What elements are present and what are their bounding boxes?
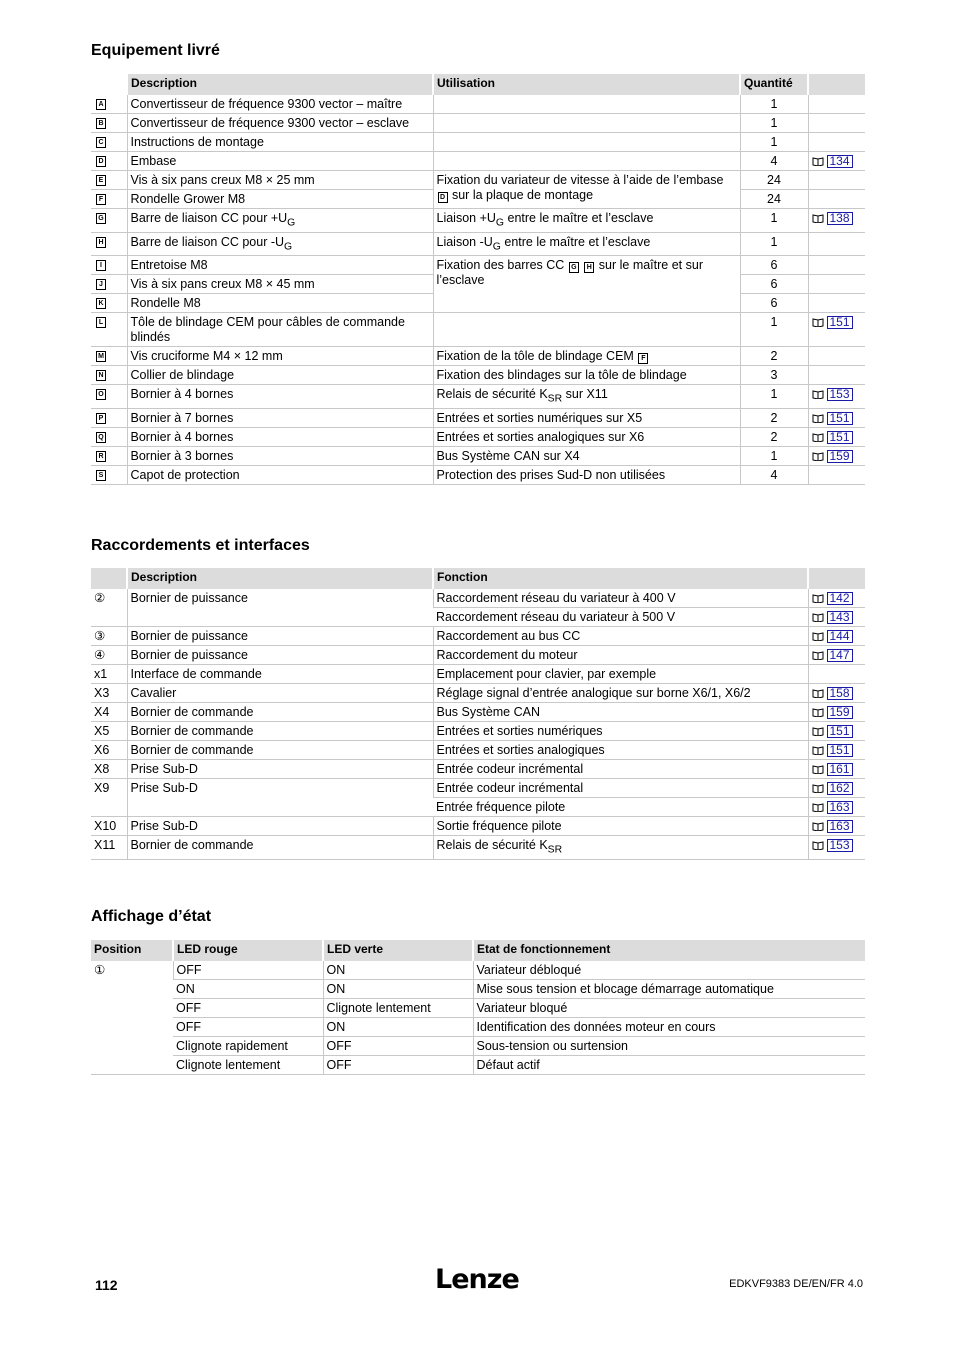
book-icon: [812, 746, 824, 755]
item-description: Embase: [127, 152, 433, 171]
page-reference-link[interactable]: 159: [827, 450, 853, 463]
book-icon: [812, 841, 824, 850]
page-reference-link[interactable]: 158: [827, 687, 853, 700]
operating-state: Sous-tension ou surtension: [473, 1037, 865, 1056]
item-usage: Entrées et sorties numériques sur X5: [433, 408, 740, 427]
book-icon: [812, 318, 824, 327]
connection-description: Bornier de puissance: [127, 589, 433, 627]
table-header-row: [91, 940, 865, 961]
item-description: Vis à six pans creux M8 × 45 mm: [127, 275, 433, 294]
table-row: [91, 589, 865, 608]
operating-state: Défaut actif: [473, 1056, 865, 1075]
item-letter-icon: H: [96, 237, 106, 248]
status-table: [91, 940, 865, 1075]
operating-state: Variateur bloqué: [473, 999, 865, 1018]
item-letter-icon: K: [96, 298, 106, 309]
table-row: [91, 133, 865, 152]
section-title-equipment: Equipement livré: [91, 42, 220, 59]
connection-description: Bornier de commande: [127, 722, 433, 741]
table-row: [91, 446, 865, 465]
table-row: [91, 1018, 865, 1037]
item-description: Collier de blindage: [127, 366, 433, 385]
item-quantity: 24: [740, 171, 808, 190]
item-letter-icon: R: [96, 451, 106, 462]
connection-description: Interface de commande: [127, 665, 433, 684]
connection-function: Relais de sécurité $K_{SR}$: [433, 836, 808, 860]
table-row: [91, 627, 865, 646]
connection-description: Bornier de commande: [127, 703, 433, 722]
connection-position: X9: [91, 779, 127, 817]
item-usage: Liaison $+U_G$ entre le maître et l’esclave: [433, 209, 740, 233]
header-position: Position: [91, 940, 173, 961]
page-reference[interactable]: [808, 209, 865, 233]
page-reference[interactable]: [808, 760, 865, 779]
table-row: [91, 646, 865, 665]
page-reference[interactable]: [808, 446, 865, 465]
led-position: ①: [91, 961, 173, 1075]
item-letter-icon: P: [96, 413, 106, 424]
item-quantity: 1: [740, 446, 808, 465]
page-reference-link[interactable]: 151: [827, 744, 853, 757]
item-letter-icon: G: [96, 213, 106, 224]
connection-position: X5: [91, 722, 127, 741]
header-led-green: LED verte: [323, 940, 473, 961]
connection-function: Raccordement réseau du variateur à 400 V: [433, 589, 808, 608]
book-icon: [812, 632, 824, 641]
table-row: [91, 95, 865, 114]
connection-function: Entrée codeur incrémental: [433, 779, 808, 798]
header-description: Description: [127, 568, 433, 589]
item-description: Convertisseur de fréquence 9300 vector – maître: [127, 95, 433, 114]
book-icon: [812, 414, 824, 423]
table-row: [91, 722, 865, 741]
led-red-state: OFF: [173, 961, 323, 980]
item-letter-icon: D: [96, 156, 106, 167]
page-reference[interactable]: [808, 589, 865, 608]
item-letter-icon: A: [96, 99, 106, 110]
item-usage: Protection des prises Sud-D non utilisées: [433, 465, 740, 484]
item-usage: Fixation des barres CC G H sur le maître et sur l’esclave: [433, 256, 740, 313]
item-letter-icon: N: [96, 370, 106, 381]
item-description: Bornier à 4 bornes: [127, 427, 433, 446]
connection-position: ③: [91, 627, 127, 646]
item-usage: Relais de sécurité $K_{SR}$ sur X11: [433, 385, 740, 409]
page-reference[interactable]: [808, 798, 865, 817]
book-icon: [812, 157, 824, 166]
item-description: Tôle de blindage CEM pour câbles de commande blindés: [127, 313, 433, 347]
page-reference[interactable]: [808, 608, 865, 627]
connection-function: Sortie fréquence pilote: [433, 817, 808, 836]
item-description: Rondelle M8: [127, 294, 433, 313]
item-description: Bornier à 3 bornes: [127, 446, 433, 465]
page-reference[interactable]: [808, 427, 865, 446]
table-row: [91, 465, 865, 484]
table-row: [91, 836, 865, 860]
page-reference-link[interactable]: 159: [827, 706, 853, 719]
page-reference-link[interactable]: 153: [827, 839, 853, 852]
table-row: [91, 980, 865, 999]
connection-position: X3: [91, 684, 127, 703]
page-reference[interactable]: [808, 646, 865, 665]
connection-position: X6: [91, 741, 127, 760]
item-quantity: 1: [740, 385, 808, 409]
connection-position: X10: [91, 817, 127, 836]
connection-description: Bornier de puissance: [127, 646, 433, 665]
connection-description: Bornier de commande: [127, 836, 433, 860]
table-row: [91, 347, 865, 366]
book-icon: [812, 689, 824, 698]
table-row: [91, 779, 865, 798]
connection-function: Emplacement pour clavier, par exemple: [433, 665, 808, 684]
item-quantity: 3: [740, 366, 808, 385]
item-usage: Fixation des blindages sur la tôle de blindage: [433, 366, 740, 385]
connection-position: ④: [91, 646, 127, 665]
table-row: [91, 209, 865, 233]
item-letter-icon: J: [96, 279, 106, 290]
item-quantity: 1: [740, 313, 808, 347]
connection-function: Bus Système CAN: [433, 703, 808, 722]
connection-description: Prise Sub-D: [127, 817, 433, 836]
item-usage: Liaison $-U_G$ entre le maître et l’esclave: [433, 232, 740, 256]
led-green-state: OFF: [323, 1056, 473, 1075]
item-description: Vis cruciforme M4 × 12 mm: [127, 347, 433, 366]
page-reference-link[interactable]: 163: [827, 820, 853, 833]
connection-position: X11: [91, 836, 127, 860]
item-quantity: 1: [740, 95, 808, 114]
page-reference[interactable]: [808, 313, 865, 347]
table-row: [91, 256, 865, 275]
page-reference-link[interactable]: 138: [827, 212, 853, 225]
item-quantity: 1: [740, 133, 808, 152]
table-header-row: [91, 568, 865, 589]
page-reference[interactable]: [808, 741, 865, 760]
connection-description: Bornier de puissance: [127, 627, 433, 646]
book-icon: [812, 803, 824, 812]
connection-position: ②: [91, 589, 127, 627]
table-header-row: [91, 74, 865, 95]
item-quantity: 24: [740, 190, 808, 209]
table-row: [91, 1037, 865, 1056]
connection-position: x1: [91, 665, 127, 684]
item-letter-icon: S: [96, 470, 106, 481]
item-quantity: 1: [740, 232, 808, 256]
item-letter-icon: E: [96, 175, 106, 186]
table-row: [91, 232, 865, 256]
table-row: [91, 999, 865, 1018]
book-icon: [812, 727, 824, 736]
item-quantity: 1: [740, 114, 808, 133]
item-letter-icon: F: [96, 194, 106, 205]
led-green-state: Clignote lentement: [323, 999, 473, 1018]
table-row: [91, 408, 865, 427]
header-description: Description: [127, 74, 433, 95]
item-letter-icon: F: [638, 353, 648, 364]
page-reference-link[interactable]: 151: [827, 431, 853, 444]
page-reference-link[interactable]: 161: [827, 763, 853, 776]
led-green-state: ON: [323, 980, 473, 999]
connection-function: Raccordement réseau du variateur à 500 V: [433, 608, 808, 627]
page-reference-link[interactable]: 151: [827, 725, 853, 738]
led-red-state: OFF: [173, 1018, 323, 1037]
table-row: [91, 152, 865, 171]
page-reference[interactable]: [808, 817, 865, 836]
book-icon: [812, 452, 824, 461]
connection-function: Entrées et sorties numériques: [433, 722, 808, 741]
connections-table: [91, 568, 865, 860]
connection-function: Réglage signal d’entrée analogique sur borne X6/1, X6/2: [433, 684, 808, 703]
table-row: [91, 703, 865, 722]
connection-function: Entrée codeur incrémental: [433, 760, 808, 779]
page-number: 112: [95, 1277, 118, 1293]
table-row: [91, 171, 865, 190]
item-description: Entretoise M8: [127, 256, 433, 275]
item-letter-icon: I: [96, 260, 106, 271]
table-row: [91, 1056, 865, 1075]
connection-function: Raccordement du moteur: [433, 646, 808, 665]
header-quantity: Quantité: [740, 74, 808, 95]
table-row: [91, 366, 865, 385]
operating-state: Mise sous tension et blocage démarrage automatique: [473, 980, 865, 999]
item-description: Rondelle Grower M8: [127, 190, 433, 209]
book-icon: [812, 765, 824, 774]
connection-position: X8: [91, 760, 127, 779]
document-code: EDKVF9383 DE/EN/FR 4.0: [729, 1278, 863, 1290]
connection-function: Entrée fréquence pilote: [433, 798, 808, 817]
header-state: Etat de fonctionnement: [473, 940, 865, 961]
connection-description: Cavalier: [127, 684, 433, 703]
book-icon: [812, 708, 824, 717]
item-usage: Entrées et sorties analogiques sur X6: [433, 427, 740, 446]
page-reference-link[interactable]: 144: [827, 630, 853, 643]
item-description: Vis à six pans creux M8 × 25 mm: [127, 171, 433, 190]
page-reference[interactable]: [808, 722, 865, 741]
table-row: [91, 385, 865, 409]
item-usage: Fixation de la tôle de blindage CEM F: [433, 347, 740, 366]
item-quantity: 2: [740, 347, 808, 366]
book-icon: [812, 594, 824, 603]
page-reference-link[interactable]: 147: [827, 649, 853, 662]
equipment-table: [91, 74, 865, 485]
item-letter-icon: L: [96, 317, 106, 328]
page-reference[interactable]: [808, 385, 865, 409]
led-red-state: Clignote lentement: [173, 1056, 323, 1075]
item-quantity: 6: [740, 256, 808, 275]
table-row: [91, 114, 865, 133]
item-letter-icon: H: [584, 262, 594, 273]
led-red-state: OFF: [173, 999, 323, 1018]
connection-description: Prise Sub-D: [127, 779, 433, 817]
page-reference-link[interactable]: 143: [827, 611, 853, 624]
item-quantity: 6: [740, 294, 808, 313]
item-description: Capot de protection: [127, 465, 433, 484]
item-quantity: 4: [740, 465, 808, 484]
item-quantity: 1: [740, 209, 808, 233]
led-green-state: ON: [323, 961, 473, 980]
table-row: [91, 684, 865, 703]
header-function: Fonction: [433, 568, 808, 589]
item-quantity: 6: [740, 275, 808, 294]
book-icon: [812, 214, 824, 223]
page-reference-link[interactable]: 163: [827, 801, 853, 814]
connection-description: Prise Sub-D: [127, 760, 433, 779]
page-reference-link[interactable]: 134: [827, 155, 853, 168]
page-reference[interactable]: [808, 836, 865, 860]
item-quantity: 4: [740, 152, 808, 171]
book-icon: [812, 651, 824, 660]
item-description: Convertisseur de fréquence 9300 vector – esclave: [127, 114, 433, 133]
item-usage: Bus Système CAN sur X4: [433, 446, 740, 465]
page-reference[interactable]: [808, 779, 865, 798]
page-reference-link[interactable]: 142: [827, 592, 853, 605]
led-red-state: ON: [173, 980, 323, 999]
item-letter-icon: M: [96, 351, 106, 362]
table-row: [91, 817, 865, 836]
item-description: Instructions de montage: [127, 133, 433, 152]
item-letter-icon: C: [96, 137, 106, 148]
item-usage: Fixation du variateur de vitesse à l’aide de l’embase D sur la plaque de montage: [433, 171, 740, 209]
item-description: Bornier à 4 bornes: [127, 385, 433, 409]
item-description: Bornier à 7 bornes: [127, 408, 433, 427]
page-reference[interactable]: [808, 703, 865, 722]
item-letter-icon: B: [96, 118, 106, 129]
page-reference[interactable]: [808, 408, 865, 427]
item-letter-icon: Q: [96, 432, 106, 443]
book-icon: [812, 822, 824, 831]
item-description: Barre de liaison CC pour $-U_G$: [127, 232, 433, 256]
book-icon: [812, 433, 824, 442]
connection-description: Bornier de commande: [127, 741, 433, 760]
header-led-red: LED rouge: [173, 940, 323, 961]
header-usage: Utilisation: [433, 74, 740, 95]
table-row: [91, 313, 865, 347]
item-quantity: 2: [740, 427, 808, 446]
table-row: [91, 427, 865, 446]
table-row: [91, 961, 865, 980]
table-row: [91, 741, 865, 760]
item-quantity: 2: [740, 408, 808, 427]
table-row: [91, 760, 865, 779]
page-reference-link[interactable]: 162: [827, 782, 853, 795]
connection-position: X4: [91, 703, 127, 722]
item-letter-icon: O: [96, 389, 106, 400]
page-reference-link[interactable]: 151: [827, 412, 853, 425]
led-green-state: ON: [323, 1018, 473, 1037]
led-red-state: Clignote rapidement: [173, 1037, 323, 1056]
book-icon: [812, 784, 824, 793]
page-reference[interactable]: [808, 152, 865, 171]
page-reference[interactable]: [808, 627, 865, 646]
connection-function: Entrées et sorties analogiques: [433, 741, 808, 760]
item-letter-icon: G: [569, 262, 579, 273]
led-green-state: OFF: [323, 1037, 473, 1056]
page-reference-link[interactable]: 151: [827, 316, 853, 329]
connection-function: Raccordement au bus CC: [433, 627, 808, 646]
operating-state: Variateur débloqué: [473, 961, 865, 980]
table-row: [91, 665, 865, 684]
lenze-logo: Lenze: [435, 1264, 519, 1295]
operating-state: Identification des données moteur en cours: [473, 1018, 865, 1037]
book-icon: [812, 390, 824, 399]
page-reference[interactable]: [808, 684, 865, 703]
book-icon: [812, 613, 824, 622]
page-reference-link[interactable]: 153: [827, 388, 853, 401]
section-title-status: Affichage d’état: [91, 908, 212, 925]
item-description: Barre de liaison CC pour $+U_G$: [127, 209, 433, 233]
item-letter-icon: D: [438, 192, 448, 203]
section-title-connections: Raccordements et interfaces: [91, 537, 310, 554]
